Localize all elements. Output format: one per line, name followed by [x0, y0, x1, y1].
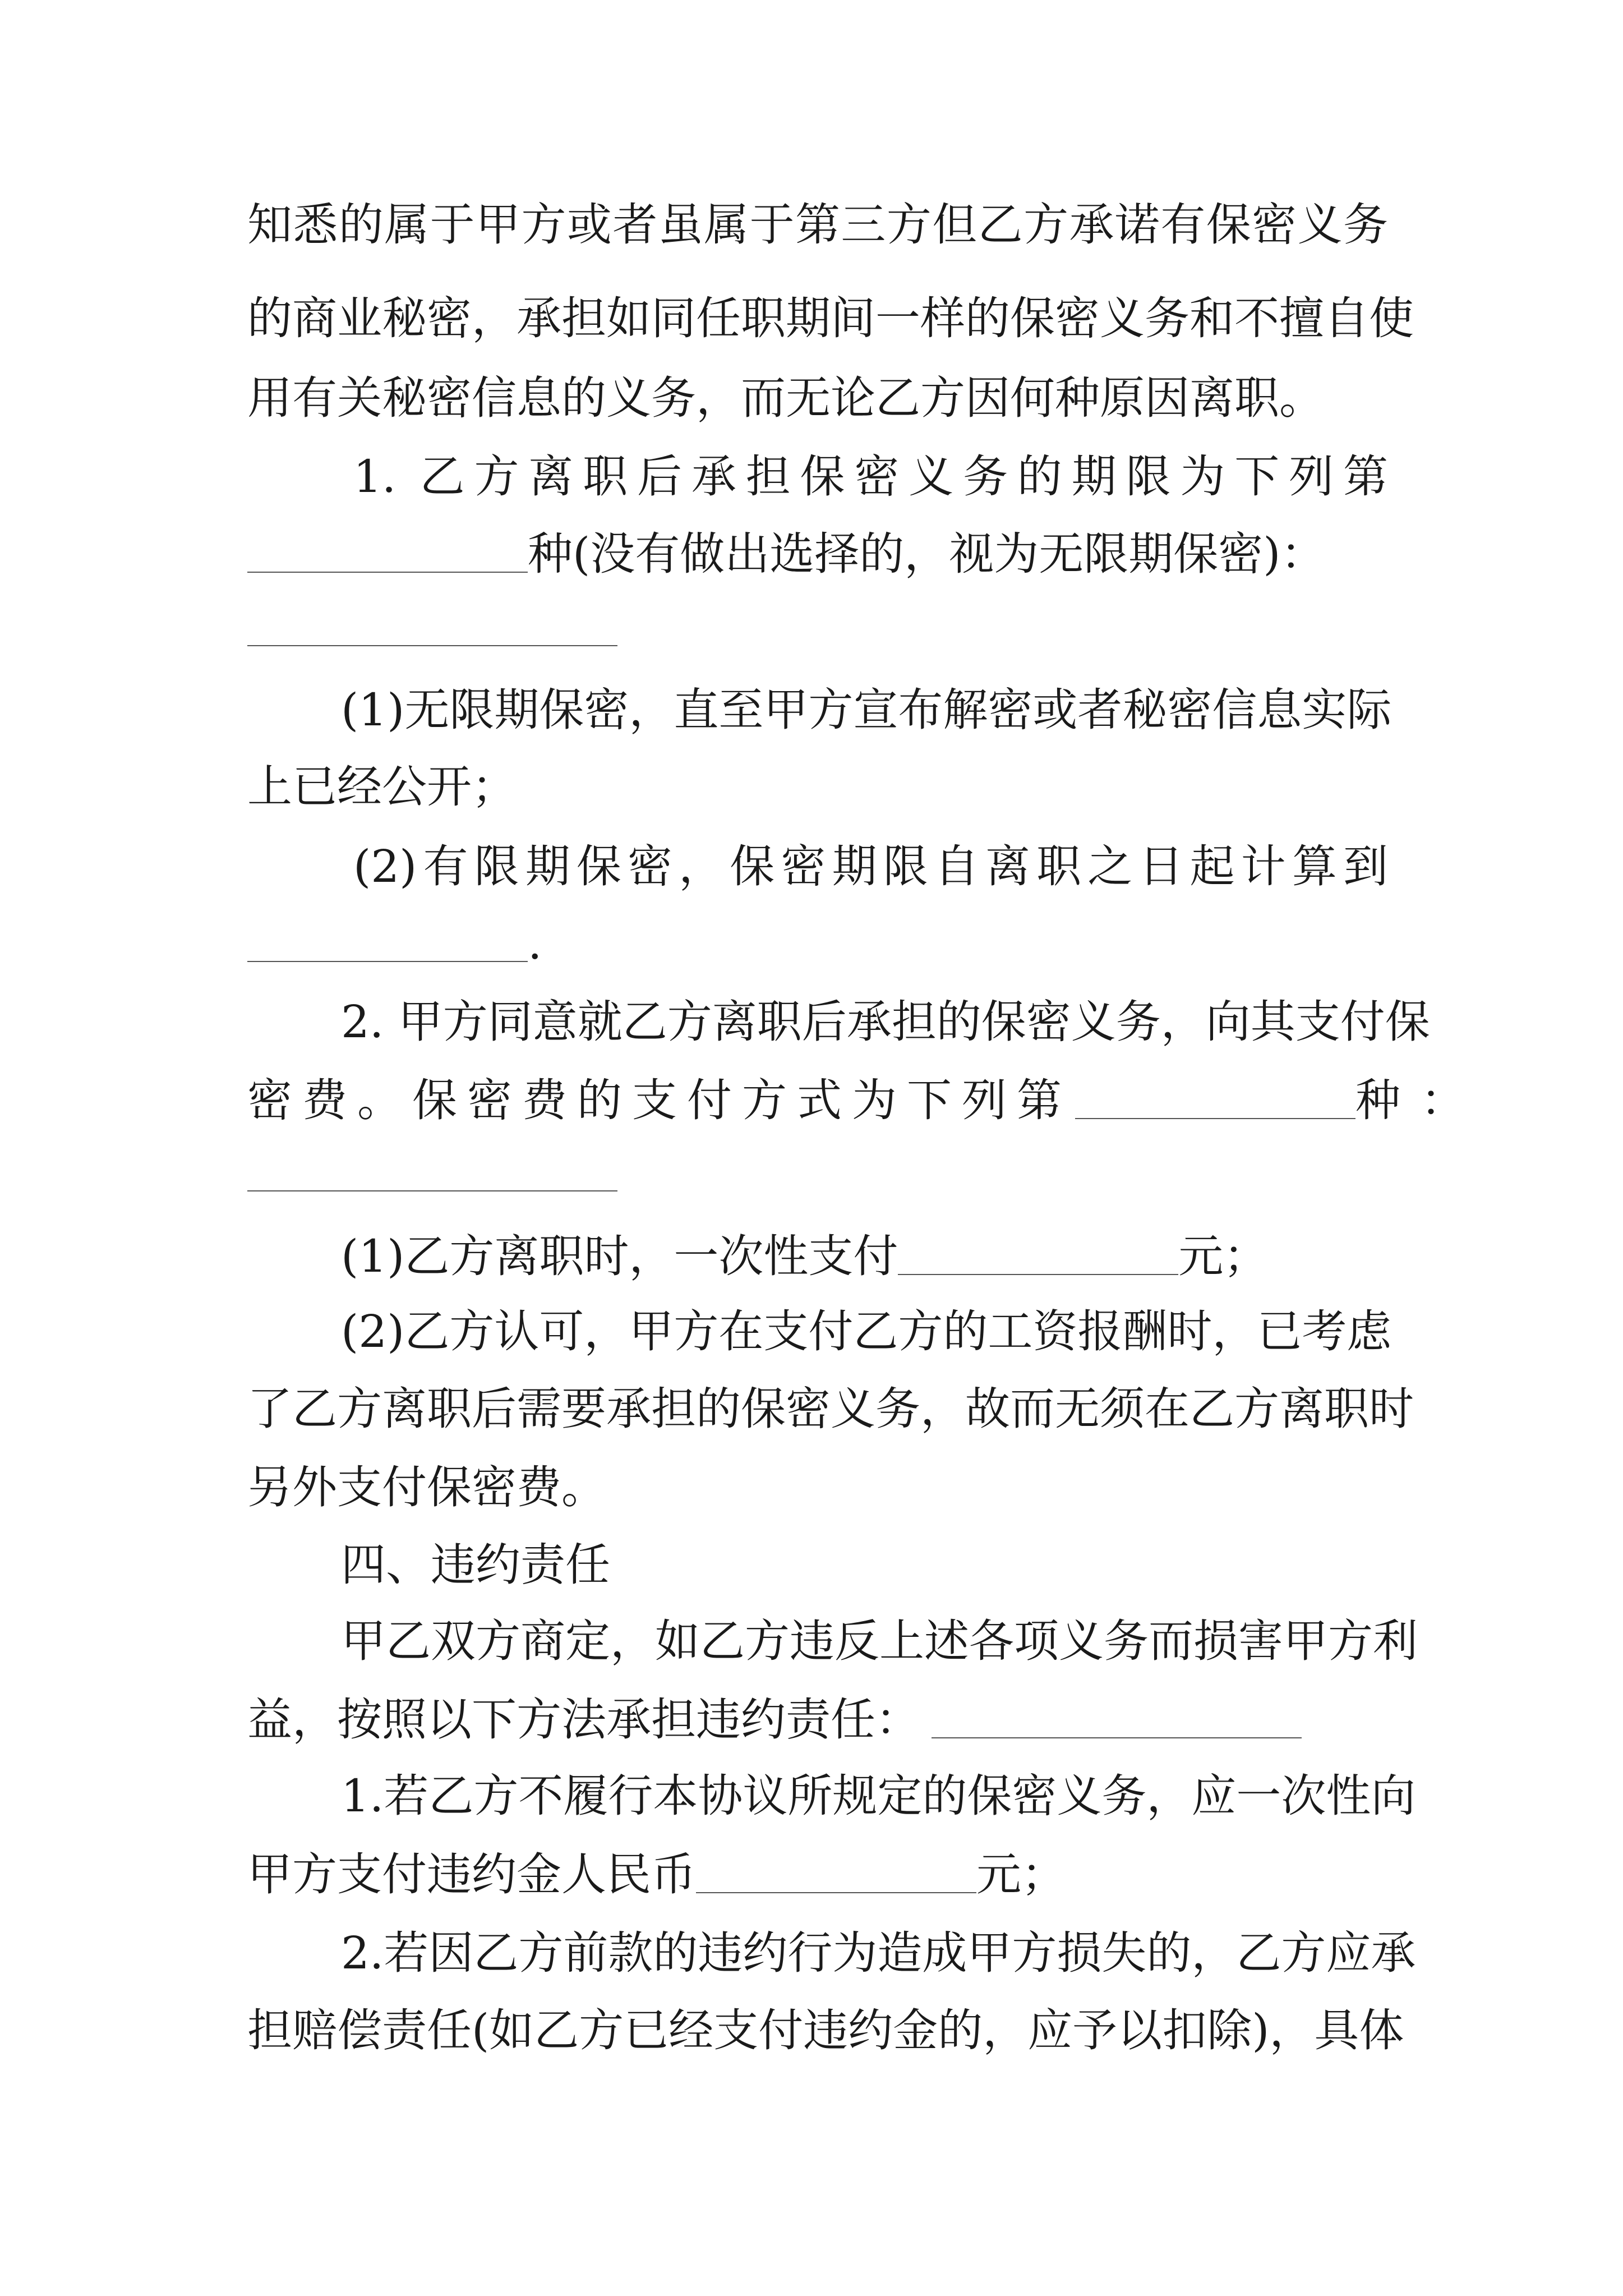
opt1-line1: (1)无限期保密，直至甲方宣布解密或者秘密信息实际 [341, 684, 1392, 736]
pay2-line1: (2)乙方认可，甲方在支付乙方的工资报酬时，已考虑 [341, 1305, 1392, 1358]
liab-line2-text: 益，按照以下方法承担违约责任： [247, 1694, 920, 1746]
payment-choice-blank[interactable] [1075, 1117, 1355, 1119]
item2-line2 [247, 1061, 1486, 1140]
item1-line1: 1. 乙方离职后承担保密义务的期限为下列第 [353, 450, 1388, 503]
para1-line2: 的商业秘密，承担如同任职期间一样的保密义务和不擅自使 [247, 292, 1414, 344]
liab2-line2: 担赔偿责任(如乙方已经支付违约金的，应予以扣除)，具体 [247, 2004, 1404, 2056]
para1-line1: 知悉的属于甲方或者虽属于第三方但乙方承诺有保密义务 [247, 199, 1388, 251]
period-choice-blank[interactable] [247, 571, 528, 573]
opt2-line2-text: . [528, 917, 542, 969]
pay1-line [341, 1217, 1388, 1296]
item2-line2-text: 密费。保密费的支付方式为下列第 [247, 1074, 1072, 1126]
opt1-line2: 上已经公开； [247, 761, 517, 813]
liab-line2 [247, 1681, 1388, 1759]
separator-rule [247, 1190, 617, 1191]
section4-heading: 四、违约责任 [341, 1539, 610, 1591]
separator-rule [247, 645, 617, 646]
item1-line2-text: 种(没有做出选择的，视为无限期保密)： [528, 528, 1326, 580]
pay1-text: (1)乙方离职时，一次性支付 [341, 1230, 898, 1282]
liab1-line2-text: 甲方支付违约金人民币 [247, 1848, 696, 1901]
liability-method-blank[interactable] [932, 1737, 1302, 1738]
penalty-amount-blank[interactable] [696, 1892, 976, 1893]
para1-line3: 用有关秘密信息的义务，而无论乙方因何种原因离职。 [247, 372, 1324, 424]
liab-line1: 甲乙双方商定，如乙方违反上述各项义务而损害甲方利 [341, 1615, 1418, 1667]
pay1-unit: 元； [1178, 1230, 1269, 1282]
opt2-line2 [247, 904, 1388, 983]
liab1-line1: 1.若乙方不履行本协议所规定的保密义务，应一次性向 [341, 1770, 1416, 1822]
liab1-line2 [247, 1835, 1388, 1914]
liab1-unit: 元； [976, 1848, 1066, 1901]
item2-line2-end: 种： [1355, 1074, 1486, 1126]
pay2-line3: 另外支付保密费。 [247, 1461, 606, 1513]
pay2-line2: 了乙方离职后需要承担的保密义务，故而无须在乙方离职时 [247, 1383, 1414, 1435]
item1-line2 [247, 515, 1388, 593]
lump-sum-amount-blank[interactable] [898, 1273, 1178, 1275]
opt2-line1: (2)有限期保密，保密期限自离职之日起计算到 [353, 840, 1388, 892]
liab2-line1: 2.若因乙方前款的违约行为造成甲方损失的，乙方应承 [341, 1927, 1416, 1979]
item2-line1: 2. 甲方同意就乙方离职后承担的保密义务，向其支付保 [341, 996, 1430, 1048]
period-end-date-blank[interactable] [247, 960, 528, 962]
